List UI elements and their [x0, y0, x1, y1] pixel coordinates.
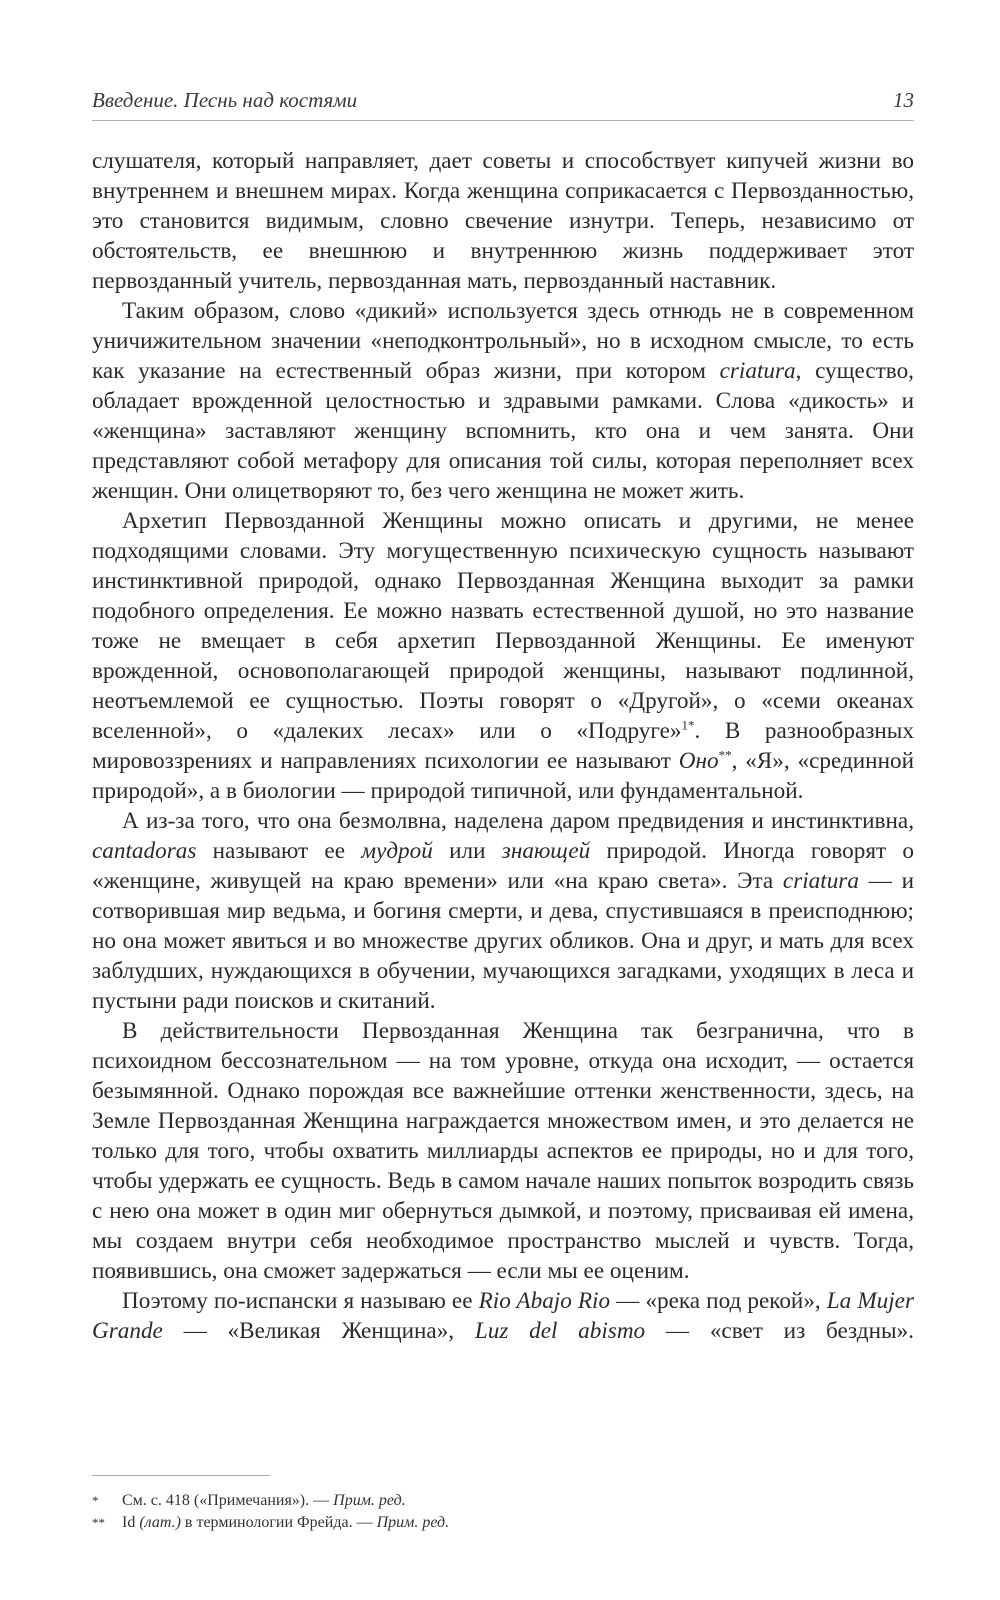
- text-segment: , существо, обладает врожденной целостностью и здравыми рамками. Слова «дикость» и «женщина» заставляют женщину вспомнить, кто она и чем занята. Они представляют собой метафору для описания той силы, которая переполняет всех женщин. Они олицетворяют то, без чего женщина не может жить.: [92, 358, 914, 504]
- italic-term: La Mujer Grande: [92, 1288, 914, 1344]
- running-header: [92, 84, 914, 121]
- chapter-title: Введение. Песнь над костями: [92, 88, 358, 112]
- italic-term: Rio Abajo Rio: [478, 1288, 611, 1314]
- text-segment: — и сотворившая мир ведьма, и богиня смерти, и дева, спустившаяся в преисподнюю; но она может явиться и во множестве других обликов. Она и друг, и мать для всех заблудших, нуждающихся в обучении, мучающихся загадками, уходящих в леса и пустыни ради поисков и скитаний.: [92, 868, 914, 1014]
- text-segment: — «река под рекой»,: [610, 1288, 827, 1314]
- paragraph-1: [92, 146, 914, 296]
- footnote-mark: **: [92, 1515, 105, 1530]
- text-segment: В действительности Первозданная Женщина так безгранична, что в психоидном бессознательном — на том уровне, откуда она исходит, — остается безымянной. Однако порождая все важнейшие оттенки женственности, здесь, на Земле Первозданная Женщина награждается множеством имен, и это делается не только для того, чтобы охватить миллиарды аспектов ее природы, но и для того, чтобы удержать ее сущность. Ведь в самом начале наших попыток возродить связь с нею она может в один миг обернуться дымкой, и поэтому, присваивая ей имена, мы создаем внутри себя необходимое пространство мыслей и чувств. Тогда, появившись, она сможет задержаться — если мы ее оценим.: [92, 1018, 914, 1284]
- italic-term: мудрой: [361, 838, 433, 864]
- paragraph-6: [92, 1286, 914, 1346]
- footnote-2: [92, 1512, 914, 1534]
- footnote-divider: [92, 1475, 270, 1476]
- text-segment: . В разнообразных мировоззрениях и направлениях психологии ее называют: [92, 718, 914, 774]
- italic-term: знающей: [501, 838, 591, 864]
- paragraph-3: [92, 506, 914, 806]
- text-segment: А из-за того, что она безмолвна, наделена даром предвидения и инстинктивна,: [122, 808, 914, 834]
- text-segment: См. с. 418 («Примечания»). —: [122, 1492, 334, 1509]
- page-number: 13: [893, 88, 914, 112]
- text-segment: — «Великая Женщина»,: [162, 1318, 475, 1344]
- text-segment: слушателя, который направляет, дает советы и способствует кипучей жизни во внутреннем и внешнем мирах. Когда женщина соприкасается с Первозданностью, это становится видимым, словно свечение изнутри. Теперь, независимо от обстоятельств, ее внешнюю и внутреннюю жизнь поддерживает этот первозданный учитель, первозданная мать, первозданный наставник.: [92, 148, 914, 294]
- paragraph-4: [92, 806, 914, 1016]
- main-text: [92, 146, 914, 1346]
- text-segment: Таким образом, слово «дикий» используется здесь отнюдь не в современном уничижительном значении «неподконтрольный», но в исходном смысле, то есть как указание на естественный образ жизни, при котором: [92, 298, 914, 384]
- italic-term: Оно: [678, 748, 719, 774]
- italic-term: Прим. ред.: [333, 1492, 406, 1509]
- italic-term: Прим. ред.: [376, 1514, 450, 1531]
- text-segment: Архетип Первозданной Женщины можно описать и другими, не менее подходящими словами. Эту могущественную психическую сущность называют инстинктивной природой, однако Первозданная Женщина выходит за рамки подобного определения. Ее можно назвать естественной душой, но это название тоже не вмещает в себя архетип Первозданной Женщины. Ее именуют врожденной, основополагающей природой женщины, называют подлинной, неотъемлемой ее сущностью. Поэты говорят о «Другой», о «семи океанах вселенной», о «далеких лесах» или о «Подруге»: [92, 508, 914, 744]
- text-segment: Id: [122, 1514, 140, 1531]
- italic-term: cantadoras: [92, 838, 197, 864]
- italic-term: criatura: [782, 868, 859, 894]
- footnote-reference: **: [718, 747, 732, 763]
- italic-term: Luz del abismo: [474, 1318, 646, 1344]
- footnote-reference: 1*: [681, 717, 695, 733]
- paragraph-2: [92, 296, 914, 506]
- text-segment: или: [432, 838, 502, 864]
- footnote-1: [92, 1490, 914, 1512]
- italic-term: criatura: [719, 358, 796, 384]
- footnote-mark: *: [92, 1493, 99, 1508]
- footnotes: [92, 1490, 914, 1534]
- text-segment: , «Я», «срединной природой», а в биологии — природой типичной, или фундаментальной.: [92, 748, 915, 804]
- text-segment: в терминологии Фрейда. —: [180, 1514, 377, 1531]
- text-segment: природой. Иногда говорят о «женщине, живущей на краю времени» или «на краю света». Эта: [92, 838, 914, 894]
- text-segment: — «свет из бездны».: [645, 1318, 914, 1344]
- text-segment: называют ее: [196, 838, 362, 864]
- italic-term: (лат.): [139, 1514, 181, 1531]
- paragraph-5: [92, 1016, 914, 1286]
- text-segment: Поэтому по-испански я называю ее: [122, 1288, 479, 1314]
